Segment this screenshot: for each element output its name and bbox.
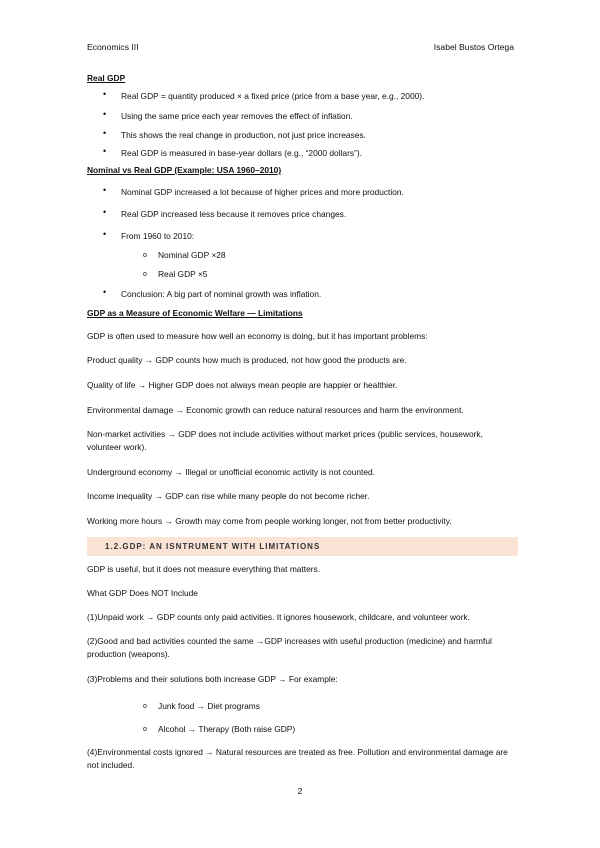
header-course: Economics III	[87, 42, 139, 52]
limitation-item: Environmental damage → Economic growth can reduce natural resources and harm the environment.	[87, 405, 464, 415]
list-item: This shows the real change in production, not just price increases.	[121, 130, 366, 140]
sub-list-item: Junk food → Diet programs	[158, 701, 260, 711]
sub-list-item: Nominal GDP ×28	[158, 250, 226, 260]
paragraph: (2)Good and bad activities counted the same →GDP increases with useful production (medicine) and harmful production (weapons).	[87, 636, 492, 659]
limitations-intro: GDP is often used to measure how well an economy is doing, but it has important problems:	[87, 331, 428, 341]
sub-list-item: Alcohol → Therapy (Both raise GDP)	[158, 724, 296, 734]
real-gdp-title: Real GDP	[87, 73, 126, 83]
circle-bullet-icon: o	[143, 726, 147, 733]
limitation-item: Product quality → GDP counts how much is produced, not how good the products are.	[87, 355, 407, 365]
limitation-item: Working more hours → Growth may come from people working longer, not from better productivity.	[87, 516, 452, 526]
paragraph: (4)Environmental costs ignored → Natural resources are treated as free. Pollution and environmental damage are not included.	[87, 747, 508, 770]
sub-list-item: Real GDP ×5	[158, 269, 208, 279]
section-heading: 1.2.GDP: AN ISNTRUMENT WITH LIMITATIONS	[105, 542, 321, 551]
bullet-icon: •	[103, 207, 107, 217]
limitation-item: Underground economy → Illegal or unofficial economic activity is not counted.	[87, 467, 376, 477]
circle-bullet-icon: o	[143, 252, 147, 259]
nominal-vs-real-title: Nominal vs Real GDP (Example: USA 1960–2010)	[87, 165, 282, 175]
circle-bullet-icon: o	[143, 703, 147, 710]
header-author: Isabel Bustos Ortega	[433, 42, 514, 52]
paragraph: (3)Problems and their solutions both increase GDP → For example:	[87, 674, 338, 684]
paragraph: GDP is useful, but it does not measure everything that matters.	[87, 564, 321, 574]
bullet-icon: •	[103, 109, 107, 119]
bullet-icon: •	[103, 287, 107, 297]
list-item: From 1960 to 2010:	[121, 231, 195, 241]
limitation-item: Non-market activities → GDP does not include activities without market prices (public services, housework, volunteer work).	[87, 429, 483, 452]
bullet-icon: •	[103, 128, 107, 138]
list-item: Real GDP increased less because it removes price changes.	[121, 209, 347, 219]
list-item: Nominal GDP increased a lot because of higher prices and more production.	[121, 187, 404, 197]
paragraph: (1)Unpaid work → GDP counts only paid activities. It ignores housework, childcare, and volunteer work.	[87, 612, 470, 622]
list-item: Real GDP = quantity produced × a fixed price (price from a base year, e.g., 2000).	[121, 91, 425, 101]
list-item: Real GDP is measured in base-year dollars (e.g., “2000 dollars”).	[121, 148, 362, 158]
limitations-title: GDP as a Measure of Economic Welfare — Limitations	[87, 308, 303, 318]
bullet-icon: •	[103, 229, 107, 239]
paragraph: What GDP Does NOT Include	[87, 588, 198, 598]
circle-bullet-icon: o	[143, 271, 147, 278]
bullet-icon: •	[103, 146, 107, 156]
bullet-icon: •	[103, 89, 107, 99]
limitation-item: Income inequality → GDP can rise while many people do not become richer.	[87, 491, 370, 501]
bullet-icon: •	[103, 185, 107, 195]
list-item: Conclusion: A big part of nominal growth was inflation.	[121, 289, 322, 299]
list-item: Using the same price each year removes the effect of inflation.	[121, 111, 353, 121]
section-heading-band	[87, 537, 518, 556]
page-number: 2	[297, 786, 303, 796]
limitation-item: Quality of life → Higher GDP does not always mean people are happier or healthier.	[87, 380, 398, 390]
